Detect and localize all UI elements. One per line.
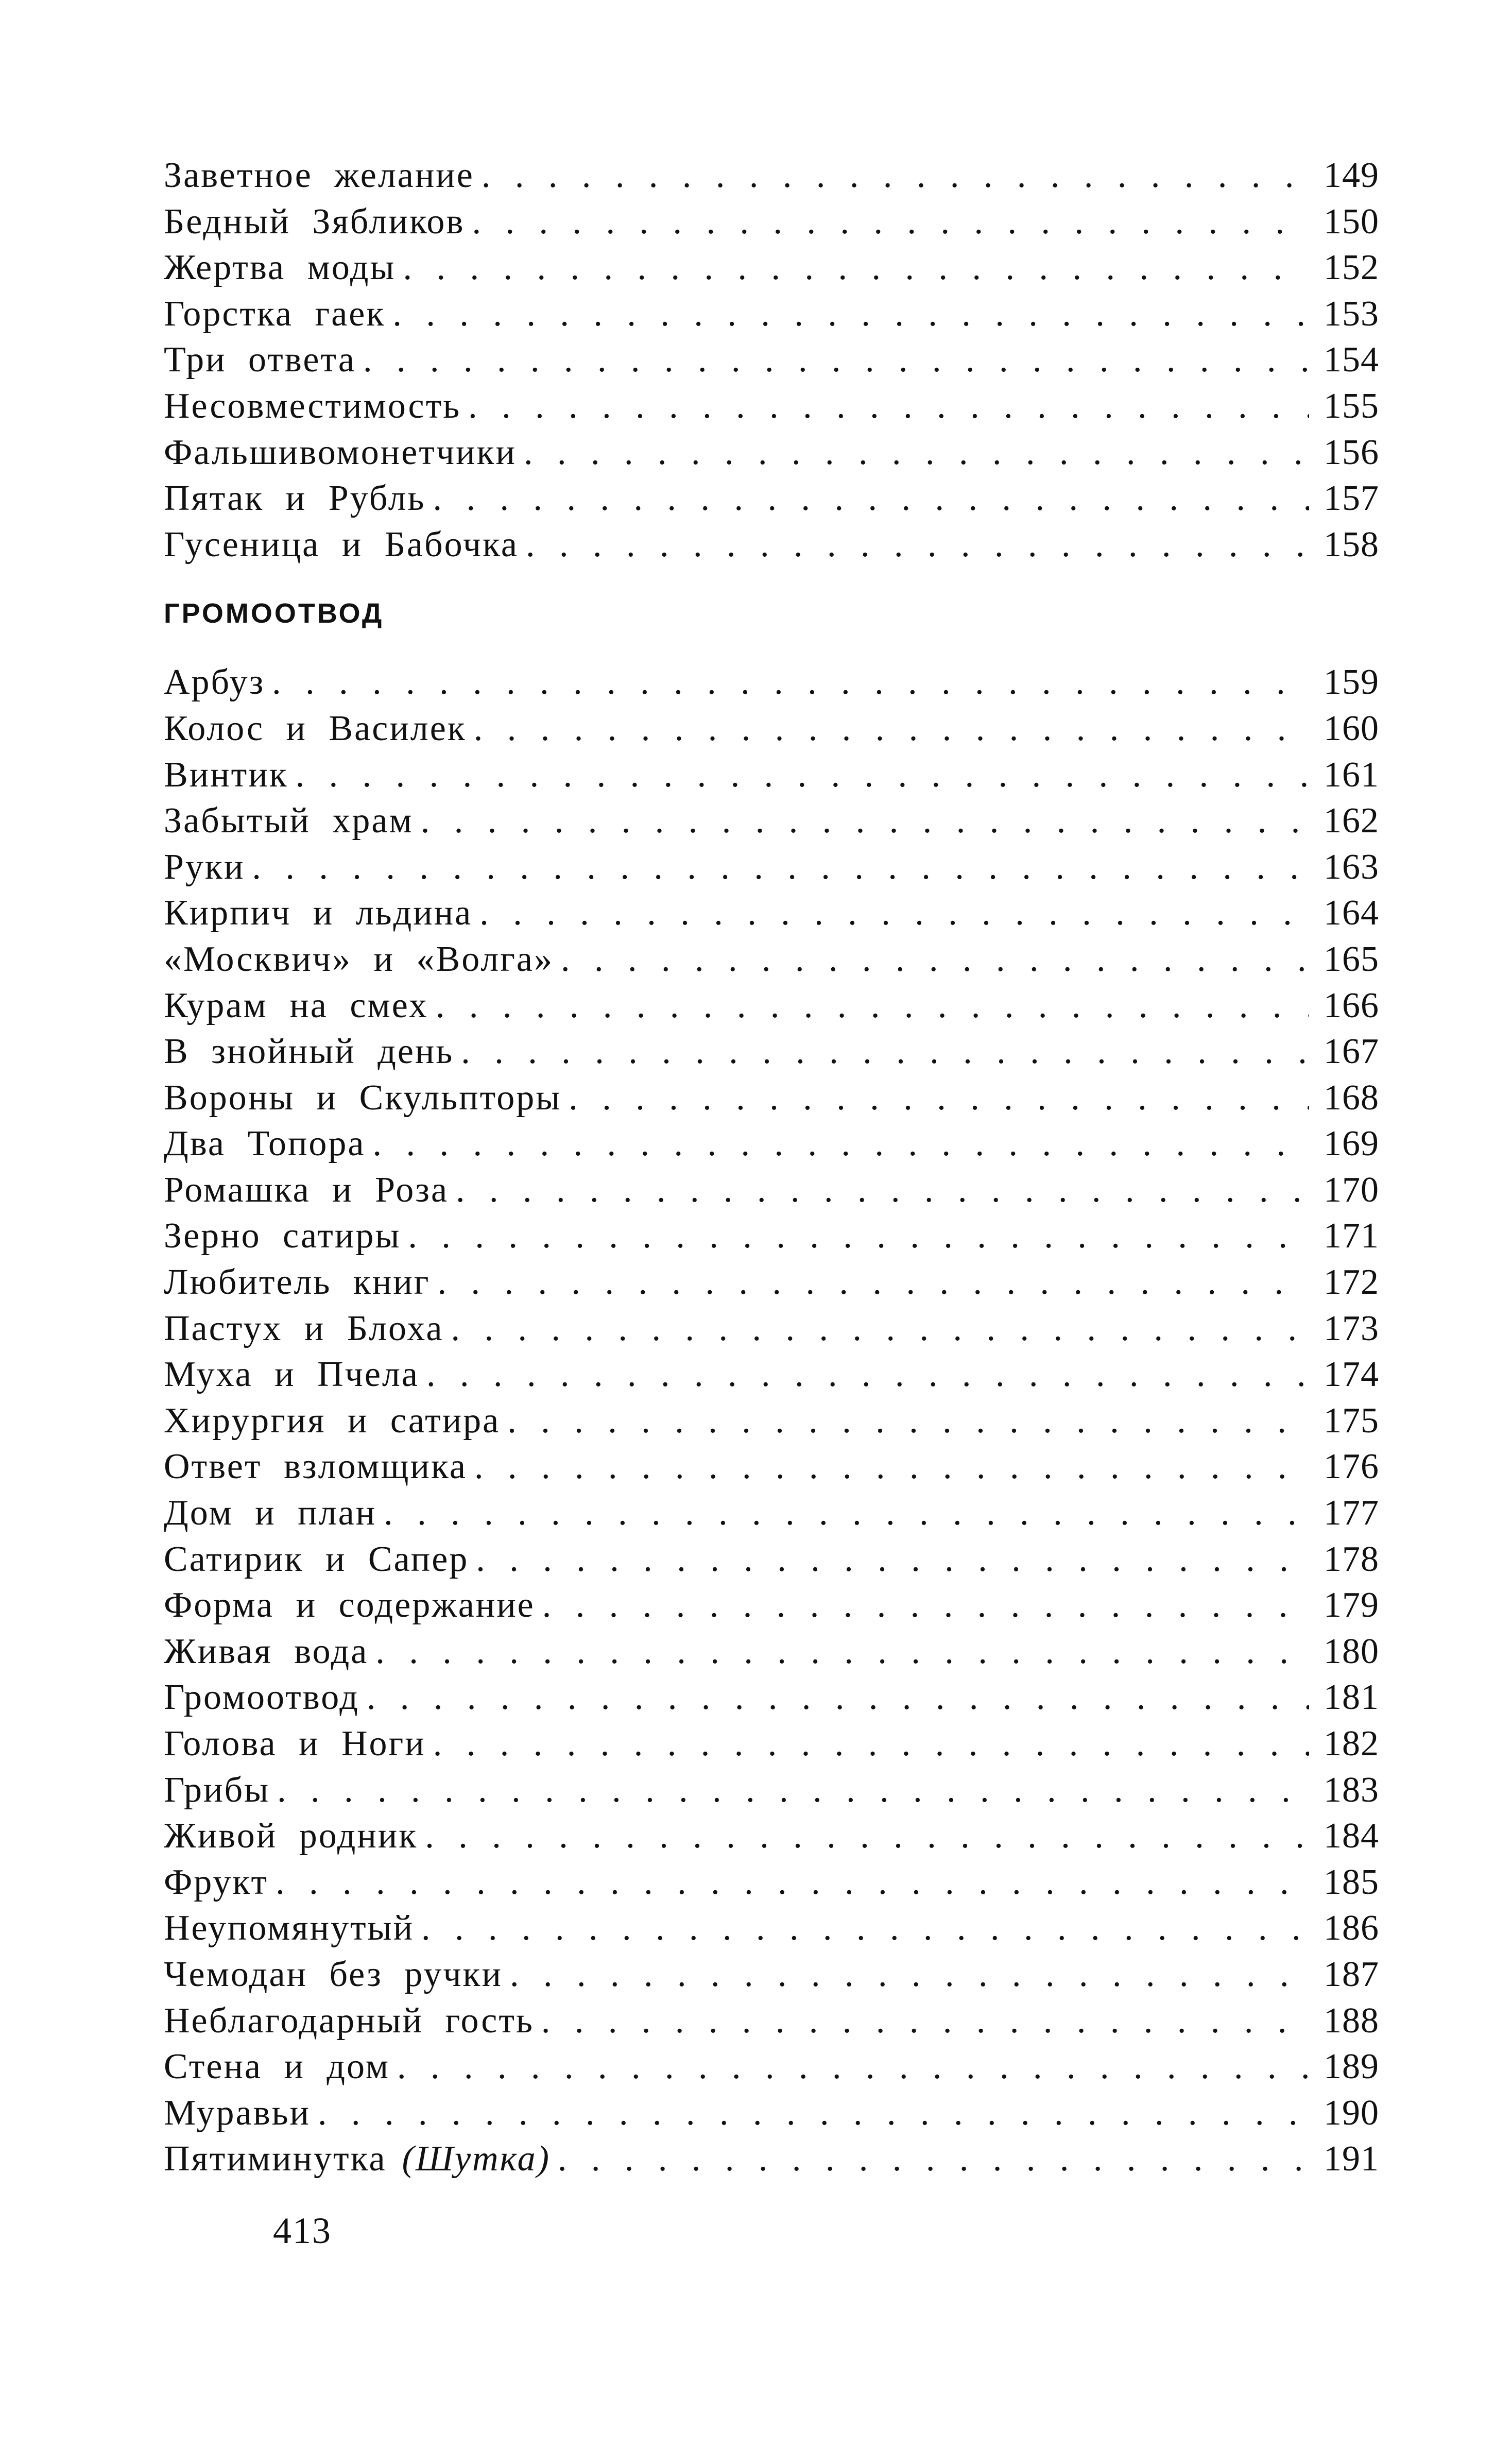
toc-entry-title <box>164 1259 431 1306</box>
dot-leader <box>363 337 1309 383</box>
toc-entry-page: 165 <box>1324 939 1379 979</box>
toc-entry <box>164 199 1379 245</box>
toc-entry-title-text: Форма и содержание <box>164 1585 535 1625</box>
toc-entry <box>164 890 1379 936</box>
toc-entry <box>164 383 1379 430</box>
toc-entry <box>164 1674 1379 1721</box>
dot-leader <box>507 1398 1309 1444</box>
toc-entry-page: 178 <box>1324 1539 1379 1579</box>
toc-entry <box>164 1121 1379 1167</box>
toc-entry-title <box>164 1490 376 1536</box>
toc-entry-title-text: Грибы <box>164 1770 270 1810</box>
toc-entry-title-text: Стена и дом <box>164 2047 390 2087</box>
dot-leader <box>526 522 1309 568</box>
toc-entry-title-text: Дом и план <box>164 1493 377 1533</box>
toc-entry-title-text: Несовместимость <box>164 386 461 426</box>
toc-entry-title-text: Забытый храм <box>164 801 414 841</box>
toc-entry-title <box>164 2044 390 2090</box>
toc-entry-title <box>164 1905 414 1951</box>
page-number: 413 <box>273 2210 332 2251</box>
toc-entry <box>164 659 1379 706</box>
dot-leader <box>451 1306 1309 1352</box>
dot-leader <box>542 1582 1309 1629</box>
toc-entry-title <box>164 1951 503 1998</box>
dot-leader <box>403 245 1309 291</box>
dot-leader <box>425 1813 1309 1859</box>
dot-leader <box>558 2136 1309 2182</box>
toc-entry <box>164 1767 1379 1813</box>
dot-leader <box>277 1767 1309 1813</box>
toc-entry <box>164 2090 1379 2136</box>
dot-leader <box>384 1490 1309 1536</box>
toc-entry-page: 169 <box>1324 1124 1379 1164</box>
toc-entry-title-text: Ответ взломщика <box>164 1447 467 1487</box>
toc-entry-page: 164 <box>1324 893 1379 933</box>
toc-entry-title <box>164 1444 467 1490</box>
toc-entry-title-text: В знойный день <box>164 1032 454 1072</box>
toc-entry-page: 153 <box>1324 294 1379 334</box>
toc-entry-page: 184 <box>1324 1816 1379 1856</box>
toc-entry-page: 177 <box>1324 1493 1379 1533</box>
toc-entry-title <box>164 383 461 430</box>
toc-entry <box>164 1813 1379 1859</box>
toc-entry-page: 171 <box>1324 1216 1379 1256</box>
dot-leader <box>461 1029 1309 1075</box>
toc-entry <box>164 1951 1379 1998</box>
dot-leader <box>296 752 1309 798</box>
dot-leader <box>474 706 1309 752</box>
toc-entry-title <box>164 1629 368 1675</box>
toc-entry-page: 187 <box>1324 1954 1379 1994</box>
dot-leader <box>438 1259 1309 1306</box>
toc-entry-title-text: Пятиминутка <box>164 2139 387 2179</box>
toc-entry-title <box>164 1121 365 1167</box>
toc-entry <box>164 291 1379 337</box>
toc-entry-title <box>164 199 465 245</box>
toc-entry <box>164 1351 1379 1398</box>
toc-entry-title <box>164 1306 443 1352</box>
dot-leader <box>372 1121 1309 1167</box>
toc-entry-title <box>164 1029 454 1075</box>
toc-entry <box>164 430 1379 476</box>
toc-entry <box>164 1306 1379 1352</box>
toc-entry-title <box>164 1075 561 1121</box>
toc-entry <box>164 1029 1379 1075</box>
toc-entry-title <box>164 1536 469 1583</box>
toc-entry-title <box>164 1998 534 2044</box>
toc-entry <box>164 844 1379 891</box>
toc-entry <box>164 1859 1379 1906</box>
toc-entry-title <box>164 844 245 891</box>
toc-entry-title-text: Ромашка и Роза <box>164 1170 449 1210</box>
toc-entry-page: 149 <box>1324 156 1379 195</box>
toc-entry-title <box>164 2136 551 2182</box>
toc-entry-page: 168 <box>1324 1077 1379 1118</box>
toc-entry-title-text: Любитель книг <box>164 1262 431 1303</box>
toc-entry-title <box>164 936 554 983</box>
dot-leader <box>426 1351 1309 1398</box>
toc-entry-page: 158 <box>1324 524 1379 564</box>
toc-entry-title-text: Арбуз <box>164 662 265 703</box>
dot-leader <box>510 1951 1309 1998</box>
dot-leader <box>375 1629 1309 1675</box>
toc-entry <box>164 936 1379 983</box>
toc-entry-title <box>164 475 425 522</box>
toc-entry <box>164 337 1379 383</box>
toc-entry-title-text: Фрукт <box>164 1862 269 1902</box>
dot-leader <box>436 983 1309 1029</box>
toc-entry-title-text: Три ответа <box>164 340 356 380</box>
toc-entry-title <box>164 890 472 936</box>
toc-entry-title-text: Колос и Василек <box>164 708 467 748</box>
dot-leader <box>569 1075 1309 1121</box>
dot-leader <box>421 798 1309 844</box>
toc-entry-title-text: Пятак и Рубль <box>164 478 426 519</box>
toc-entry-title <box>164 1813 418 1859</box>
toc-entry-page: 170 <box>1324 1170 1379 1210</box>
toc-entry-title-text: Вороны и Скульпторы <box>164 1077 562 1118</box>
toc-entry-page: 167 <box>1324 1032 1379 1072</box>
toc-entry-title <box>164 1398 500 1444</box>
toc-entry <box>164 1075 1379 1121</box>
toc-entry-page: 182 <box>1324 1724 1379 1764</box>
dot-leader <box>476 1536 1309 1583</box>
toc-entry-title-text: Руки <box>164 847 245 887</box>
toc-entry-title <box>164 659 265 706</box>
toc-entry-page: 188 <box>1324 2000 1379 2041</box>
toc-entry-title-text: Чемодан без ручки <box>164 1954 503 1994</box>
toc-entry <box>164 1536 1379 1583</box>
toc-entry-title <box>164 983 428 1029</box>
toc-entry-title-text: Два Топора <box>164 1124 366 1164</box>
toc-entry <box>164 1582 1379 1629</box>
toc-entry-title <box>164 337 356 383</box>
table-of-contents <box>164 152 1379 2182</box>
toc-entry-title <box>164 1213 401 1259</box>
toc-entry-title <box>164 1674 359 1721</box>
toc-entry <box>164 2136 1379 2182</box>
dot-leader <box>252 844 1309 891</box>
toc-entry <box>164 1905 1379 1951</box>
toc-entry-page: 150 <box>1324 201 1379 242</box>
toc-entry-page: 166 <box>1324 985 1379 1025</box>
dot-leader <box>472 199 1309 245</box>
dot-leader <box>421 1905 1309 1951</box>
toc-entry-title-text: Громоотвод <box>164 1677 359 1718</box>
toc-entry-page: 189 <box>1324 2047 1379 2087</box>
toc-entry-title <box>164 152 474 199</box>
toc-entry-title <box>164 1167 449 1213</box>
toc-entry <box>164 245 1379 291</box>
toc-entry-page: 161 <box>1324 755 1379 795</box>
toc-entry-title-text: «Москвич» и «Волга» <box>164 939 554 979</box>
toc-entry-title <box>164 798 414 844</box>
toc-entry-title-text: Кирпич и льдина <box>164 893 473 933</box>
dot-leader <box>433 475 1309 522</box>
toc-entry <box>164 2044 1379 2090</box>
dot-leader <box>468 383 1309 430</box>
toc-entry-title <box>164 522 519 568</box>
toc-entry-title-text: Заветное желание <box>164 156 474 195</box>
toc-entry-note: (Шутка) <box>402 2139 551 2179</box>
toc-entry-page: 176 <box>1324 1447 1379 1487</box>
toc-entry-page: 154 <box>1324 340 1379 380</box>
toc-entry-title <box>164 2090 311 2136</box>
toc-entry <box>164 983 1379 1029</box>
toc-entry-page: 162 <box>1324 801 1379 841</box>
toc-entry-title <box>164 752 288 798</box>
toc-entry-title-text: Голова и Ноги <box>164 1724 426 1764</box>
toc-entry-title-text: Винтик <box>164 755 288 795</box>
toc-entry-title-text: Жертва моды <box>164 248 396 288</box>
toc-entry-page: 181 <box>1324 1677 1379 1718</box>
toc-entry-page: 156 <box>1324 432 1379 472</box>
toc-list-part2 <box>164 659 1379 2182</box>
toc-entry-title <box>164 430 517 476</box>
toc-entry <box>164 798 1379 844</box>
toc-entry-title-text: Зерно сатиры <box>164 1216 401 1256</box>
toc-entry-title-text: Живой родник <box>164 1816 418 1856</box>
toc-entry-page: 172 <box>1324 1262 1379 1303</box>
toc-entry-page: 183 <box>1324 1770 1379 1810</box>
toc-entry <box>164 1398 1379 1444</box>
toc-entry-title-text: Неупомянутый <box>164 1908 415 1948</box>
toc-entry-title-text: Муравьи <box>164 2093 311 2133</box>
toc-entry-title-text: Сатирик и Сапер <box>164 1539 469 1579</box>
toc-entry <box>164 752 1379 798</box>
toc-entry-title <box>164 1351 419 1398</box>
toc-entry-title <box>164 1721 426 1767</box>
dot-leader <box>433 1721 1309 1767</box>
dot-leader <box>272 659 1309 706</box>
toc-entry-page: 163 <box>1324 847 1379 887</box>
section-heading: ГРОМООТВОД <box>164 598 384 629</box>
dot-leader <box>561 936 1309 983</box>
toc-entry <box>164 1998 1379 2044</box>
toc-list-part1 <box>164 152 1379 568</box>
toc-entry-page: 160 <box>1324 708 1379 748</box>
toc-entry-title-text: Курам на смех <box>164 985 428 1025</box>
dot-leader <box>479 890 1309 936</box>
toc-entry-page: 155 <box>1324 386 1379 426</box>
toc-entry <box>164 706 1379 752</box>
toc-entry <box>164 475 1379 522</box>
toc-entry <box>164 152 1379 199</box>
dot-leader <box>318 2090 1309 2136</box>
dot-leader <box>408 1213 1309 1259</box>
toc-entry-page: 174 <box>1324 1355 1379 1395</box>
dot-leader <box>392 291 1309 337</box>
toc-entry-page: 186 <box>1324 1908 1379 1948</box>
toc-entry-title-text: Хирургия и сатира <box>164 1400 501 1441</box>
dot-leader <box>276 1859 1309 1906</box>
toc-entry-page: 191 <box>1324 2139 1379 2179</box>
toc-entry-title-text: Живая вода <box>164 1631 369 1671</box>
toc-entry-page: 185 <box>1324 1862 1379 1902</box>
toc-entry-page: 179 <box>1324 1585 1379 1625</box>
toc-entry-page: 175 <box>1324 1400 1379 1441</box>
toc-entry-title-text: Фальшивомонетчики <box>164 432 517 472</box>
toc-entry <box>164 1490 1379 1536</box>
toc-entry-title <box>164 245 396 291</box>
toc-entry-title <box>164 706 467 752</box>
toc-entry-page: 180 <box>1324 1631 1379 1671</box>
dot-leader <box>456 1167 1309 1213</box>
toc-entry-page: 157 <box>1324 478 1379 519</box>
toc-entry-title-text: Бедный Зябликов <box>164 201 465 242</box>
toc-entry-title-text: Горстка гаек <box>164 294 386 334</box>
toc-entry <box>164 1444 1379 1490</box>
toc-entry <box>164 522 1379 568</box>
toc-entry <box>164 1259 1379 1306</box>
dot-leader <box>541 1998 1309 2044</box>
toc-entry-page: 159 <box>1324 662 1379 703</box>
toc-entry-page: 190 <box>1324 2093 1379 2133</box>
toc-entry-title-text: Муха и Пчела <box>164 1355 419 1395</box>
toc-entry <box>164 1721 1379 1767</box>
dot-leader <box>474 1444 1309 1490</box>
dot-leader <box>367 1674 1309 1721</box>
toc-entry <box>164 1213 1379 1259</box>
toc-entry <box>164 1167 1379 1213</box>
dot-leader <box>524 430 1309 476</box>
dot-leader <box>397 2044 1309 2090</box>
toc-entry-page: 173 <box>1324 1308 1379 1348</box>
toc-entry-page: 152 <box>1324 248 1379 288</box>
dot-leader <box>482 152 1309 199</box>
toc-entry-title <box>164 1767 270 1813</box>
toc-entry-title <box>164 1582 535 1629</box>
toc-entry-title <box>164 291 385 337</box>
toc-entry-title-text: Пастух и Блоха <box>164 1308 444 1348</box>
toc-entry-title-text: Неблагодарный гость <box>164 2000 534 2041</box>
toc-entry-title <box>164 1859 268 1906</box>
toc-entry <box>164 1629 1379 1675</box>
toc-entry-title-text: Гусеница и Бабочка <box>164 524 519 564</box>
